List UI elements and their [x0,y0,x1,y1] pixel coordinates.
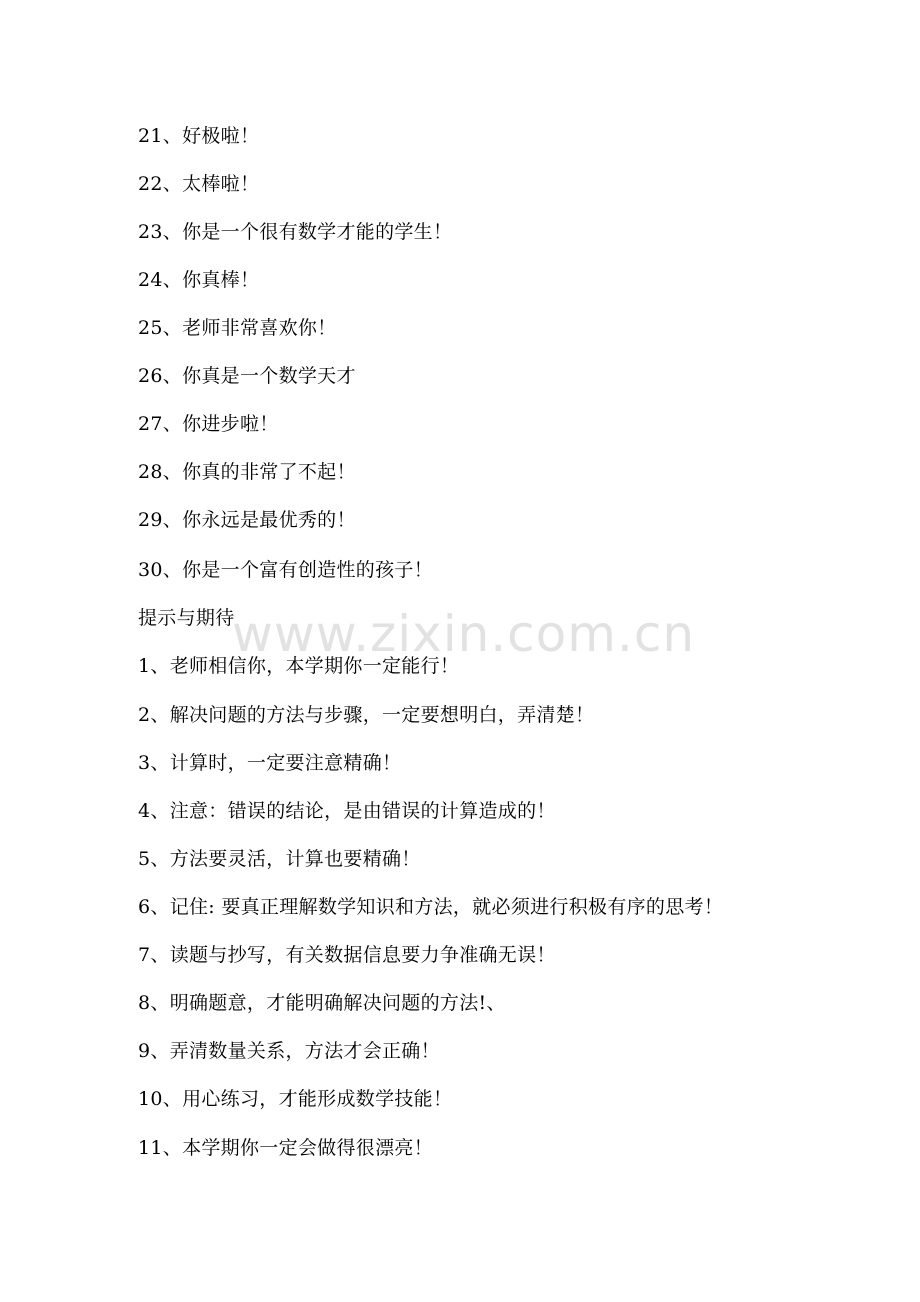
hint-item-9: 9、弄清数量关系，方法才会正确！ [138,1040,440,1062]
praise-item-30: 30、你是一个富有创造性的孩子！ [138,559,433,581]
praise-item-24: 24、你真棒！ [138,269,260,291]
hint-item-4: 4、注意：错误的结论，是由错误的计算造成的！ [138,800,556,822]
praise-item-28: 28、你真的非常了不起！ [138,461,356,483]
hint-item-10: 10、用心练习，才能形成数学技能！ [138,1088,453,1110]
hint-item-3: 3、计算时，一定要注意精确！ [138,752,402,774]
praise-item-29: 29、你永远是最优秀的！ [138,509,356,531]
praise-item-21: 21、好极啦！ [138,125,260,147]
section-heading: 提示与期待 [138,607,235,629]
praise-item-23: 23、你是一个很有数学才能的学生！ [138,221,453,243]
praise-item-27: 27、你进步啦！ [138,413,279,435]
hint-item-1: 1、老师相信你，本学期你一定能行！ [138,655,460,677]
praise-item-25: 25、老师非常喜欢你！ [138,317,337,339]
hint-item-2: 2、解决问题的方法与步骤，一定要想明白，弄清楚！ [138,704,595,726]
watermark: www.zixin.com.cn [232,605,696,663]
hint-item-6: 6、记住: 要真正理解数学知识和方法，就必须进行积极有序的思考！ [138,896,724,918]
praise-item-26: 26、你真是一个数学天才 [138,365,356,387]
hint-item-5: 5、方法要灵活，计算也要精确！ [138,848,421,870]
hint-item-11: 11、本学期你一定会做得很漂亮！ [138,1137,433,1159]
praise-item-22: 22、太棒啦！ [138,173,260,195]
hint-item-7: 7、读题与抄写，有关数据信息要力争准确无误！ [138,944,556,966]
hint-item-8: 8、明确题意，才能明确解决问题的方法!、 [138,992,506,1014]
